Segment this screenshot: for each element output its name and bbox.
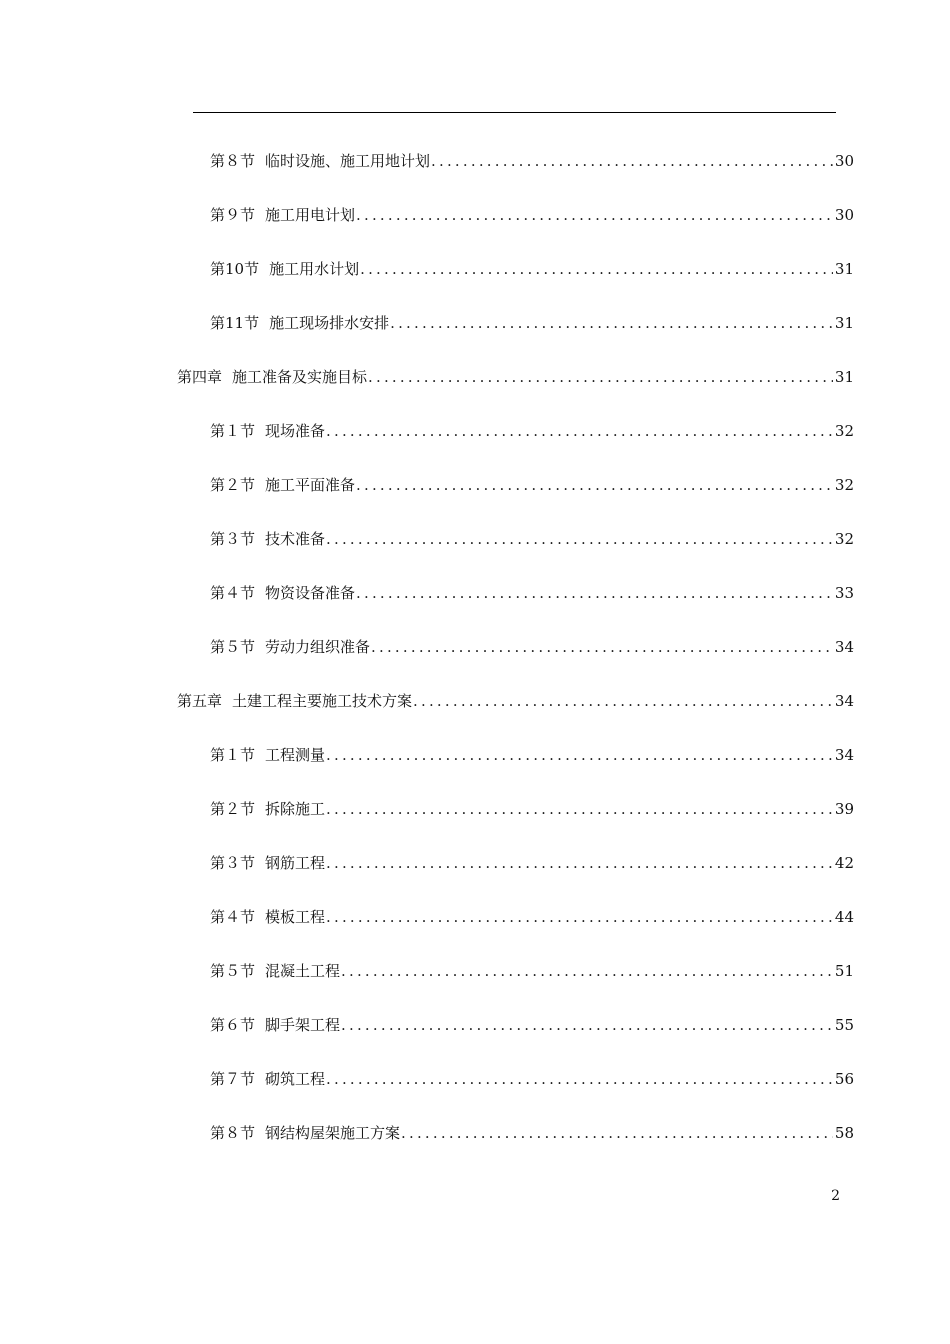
- toc-entry-title: 临时设施、施工用地计划: [265, 152, 431, 170]
- toc-entry-number: 第３节: [210, 854, 256, 872]
- toc-section-entry[interactable]: [210, 1014, 854, 1036]
- toc-dot-leader: [326, 798, 833, 820]
- toc-chapter-entry[interactable]: [177, 690, 854, 712]
- toc-entry-page: 34: [834, 746, 854, 764]
- toc-entry-page: 32: [834, 530, 854, 548]
- toc-section-entry[interactable]: [210, 582, 854, 604]
- toc-dot-leader: [371, 636, 833, 658]
- toc-entry-title: 砌筑工程: [265, 1070, 326, 1088]
- toc-dot-leader: [341, 1014, 833, 1036]
- toc-entry-title: 现场准备: [265, 422, 326, 440]
- toc-dot-leader: [341, 960, 833, 982]
- toc-entry-number: 第５节: [210, 962, 256, 980]
- toc-dot-leader: [326, 744, 833, 766]
- toc-entry-page: 32: [834, 476, 854, 494]
- toc-dot-leader: [326, 528, 833, 550]
- toc-dot-leader: [368, 366, 833, 388]
- toc-entry-number: 第７节: [210, 1070, 256, 1088]
- toc-entry-number: 第３节: [210, 530, 256, 548]
- toc-entry-title: 施工用电计划: [265, 206, 356, 224]
- toc-dot-leader: [326, 1068, 833, 1090]
- toc-entry-title: 施工现场排水安排: [269, 314, 390, 332]
- toc-dot-leader: [356, 204, 833, 226]
- toc-entry-page: 32: [834, 422, 854, 440]
- toc-section-entry[interactable]: [210, 204, 854, 226]
- toc-entry-number: 第８节: [210, 152, 256, 170]
- toc-section-entry[interactable]: [210, 528, 854, 550]
- toc-entry-title: 脚手架工程: [265, 1016, 341, 1034]
- toc-section-entry[interactable]: [210, 312, 854, 334]
- toc-entry-page: 58: [834, 1124, 854, 1142]
- toc-dot-leader: [326, 852, 833, 874]
- toc-entry-number: 第４节: [210, 584, 256, 602]
- toc-entry-page: 34: [834, 638, 854, 656]
- toc-section-entry[interactable]: [210, 150, 854, 172]
- toc-dot-leader: [401, 1122, 833, 1144]
- toc-entry-title: 施工准备及实施目标: [232, 368, 368, 386]
- toc-entry-title: 物资设备准备: [265, 584, 356, 602]
- toc-entry-number: 第11节: [210, 314, 260, 332]
- toc-entry-number: 第五章: [177, 692, 223, 710]
- toc-entry-page: 39: [834, 800, 854, 818]
- toc-section-entry[interactable]: [210, 798, 854, 820]
- toc-section-entry[interactable]: [210, 852, 854, 874]
- toc-section-entry[interactable]: [210, 906, 854, 928]
- toc-entry-title: 模板工程: [265, 908, 326, 926]
- toc-chapter-entry[interactable]: [177, 366, 854, 388]
- toc-entry-number: 第４节: [210, 908, 256, 926]
- toc-entry-page: 34: [834, 692, 854, 710]
- toc-entry-number: 第５节: [210, 638, 256, 656]
- toc-entry-page: 42: [834, 854, 854, 872]
- toc-entry-number: 第６节: [210, 1016, 256, 1034]
- toc-entry-title: 钢筋工程: [265, 854, 326, 872]
- toc-section-entry[interactable]: [210, 636, 854, 658]
- toc-entry-page: 56: [834, 1070, 854, 1088]
- toc-dot-leader: [390, 312, 833, 334]
- toc-entry-page: 31: [834, 314, 854, 332]
- toc-dot-leader: [356, 582, 833, 604]
- toc-entry-title: 施工平面准备: [265, 476, 356, 494]
- toc-entry-page: 31: [834, 368, 854, 386]
- toc-dot-leader: [326, 906, 833, 928]
- toc-section-entry[interactable]: [210, 420, 854, 442]
- toc-entry-number: 第９节: [210, 206, 256, 224]
- toc-section-entry[interactable]: [210, 960, 854, 982]
- toc-entry-page: 55: [834, 1016, 854, 1034]
- toc-entry-title: 钢结构屋架施工方案: [265, 1124, 401, 1142]
- toc-entry-number: 第１节: [210, 422, 256, 440]
- toc-entry-number: 第２节: [210, 800, 256, 818]
- toc-entry-title: 工程测量: [265, 746, 326, 764]
- toc-entry-title: 施工用水计划: [269, 260, 360, 278]
- toc-section-entry[interactable]: [210, 474, 854, 496]
- toc-entry-title: 技术准备: [265, 530, 326, 548]
- toc-entry-page: 44: [834, 908, 854, 926]
- toc-section-entry[interactable]: [210, 1122, 854, 1144]
- toc-dot-leader: [356, 474, 833, 496]
- toc-entry-page: 30: [834, 152, 854, 170]
- toc-entry-page: 33: [834, 584, 854, 602]
- toc-dot-leader: [326, 420, 833, 442]
- toc-section-entry[interactable]: [210, 258, 854, 280]
- toc-dot-leader: [431, 150, 833, 172]
- toc-entry-number: 第２节: [210, 476, 256, 494]
- page-number: 2: [831, 1188, 840, 1204]
- toc-entry-title: 劳动力组织准备: [265, 638, 371, 656]
- toc-section-entry[interactable]: [210, 744, 854, 766]
- toc-entry-page: 30: [834, 206, 854, 224]
- toc-entry-number: 第10节: [210, 260, 260, 278]
- toc-dot-leader: [360, 258, 833, 280]
- toc-dot-leader: [413, 690, 833, 712]
- toc-entry-page: 31: [834, 260, 854, 278]
- toc-section-entry[interactable]: [210, 1068, 854, 1090]
- toc-entry-page: 51: [834, 962, 854, 980]
- toc-entry-title: 土建工程主要施工技术方案: [232, 692, 413, 710]
- toc-entry-title: 拆除施工: [265, 800, 326, 818]
- toc-entry-number: 第１节: [210, 746, 256, 764]
- toc-entry-number: 第８节: [210, 1124, 256, 1142]
- toc-entry-number: 第四章: [177, 368, 223, 386]
- toc-entry-title: 混凝土工程: [265, 962, 341, 980]
